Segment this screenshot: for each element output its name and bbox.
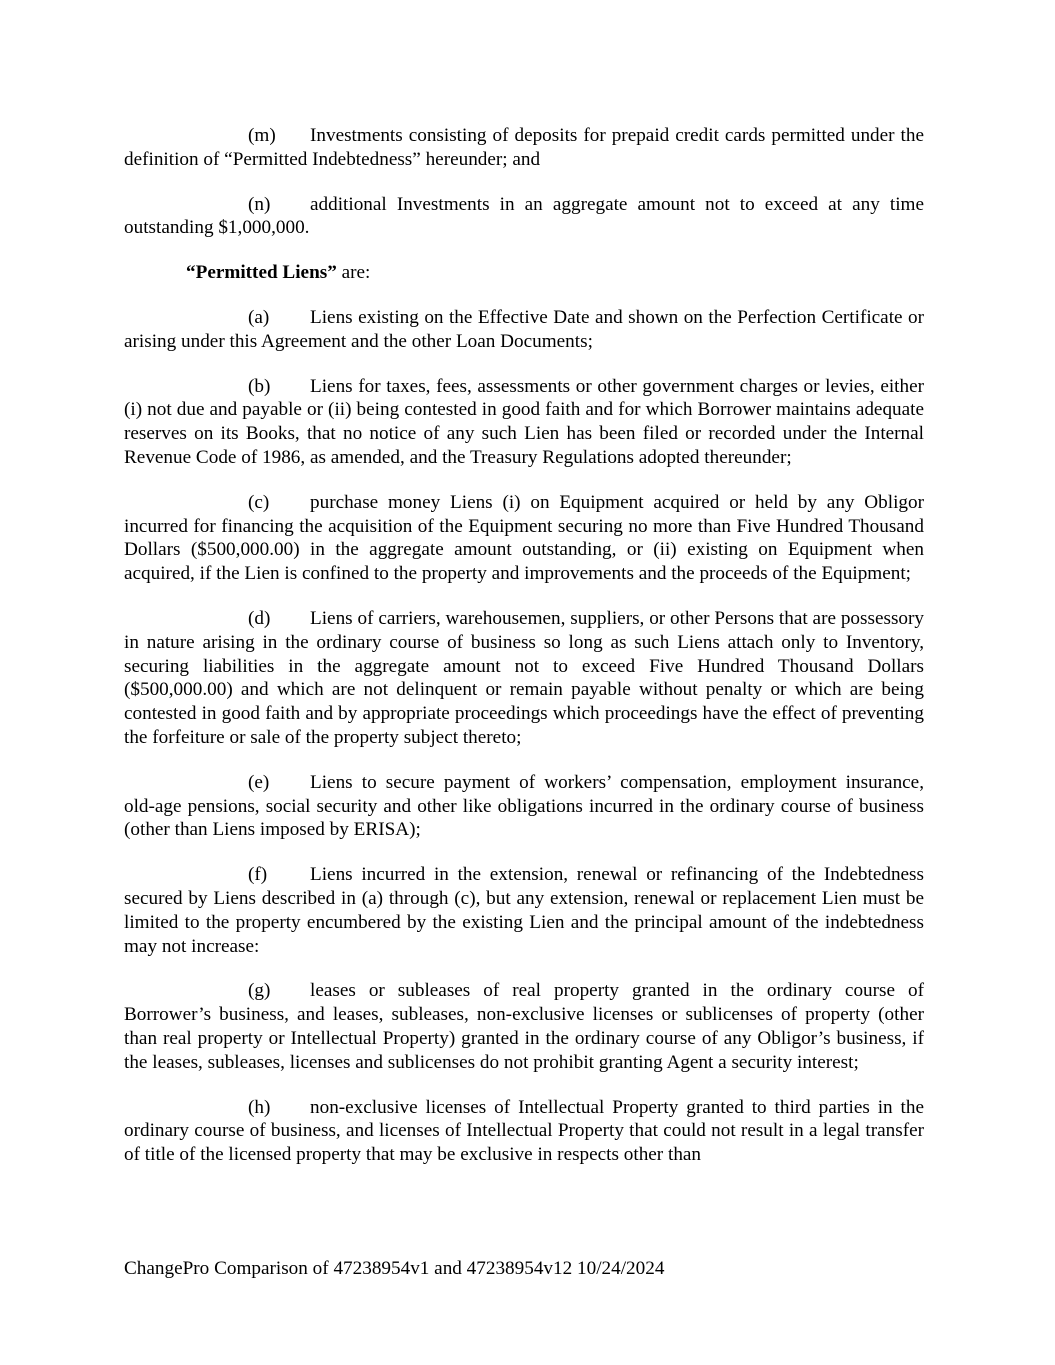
clause-text: purchase money Liens (i) on Equipment acquired or held by any Obligor incurred for financing the acquisition of the Equipment securing no more than Five Hundred Thousand Dollars ($500,000.00) in the aggregate amount outstanding, or (ii) existing on Equipment when acquired, if the Lien is confined to the property and improvements and the proceeds of the Equipment;	[124, 491, 924, 585]
clause-label: (c)	[248, 491, 270, 513]
clause-text: Liens existing on the Effective Date and shown on the Perfection Certificate or arising under this Agreement and the other Loan Documents;	[124, 306, 924, 352]
paragraph-g	[124, 979, 924, 1074]
clause-label: (a)	[248, 306, 270, 328]
paragraph-e	[124, 771, 924, 842]
clause-label: (m)	[248, 125, 276, 146]
clause-text: Liens for taxes, fees, assessments or other government charges or levies, either (i) not due and payable or (ii) being contested in good faith and for which Borrower maintains adequate reserves on its Books, that no notice of any such Lien has been filed or recorded under the Internal Revenue Code of 1986, as amended, and the Treasury Regulations adopted thereunder;	[124, 375, 924, 468]
paragraph-h	[124, 1096, 924, 1167]
paragraph-f	[124, 863, 924, 958]
defined-term: “Permitted Liens”	[186, 262, 337, 284]
paragraph-a	[124, 306, 924, 354]
clause-text: Investments consisting of deposits for prepaid credit cards permitted under the definition of “Permitted Indebtedness” hereunder; and	[124, 125, 924, 170]
clause-label: (n)	[248, 193, 271, 215]
clause-label: (g)	[248, 980, 271, 1002]
paragraph-m	[124, 124, 924, 172]
clause-label: (f)	[248, 864, 268, 886]
permitted-liens-heading	[124, 261, 924, 285]
paragraph-d	[124, 607, 924, 750]
paragraph-c	[124, 491, 924, 586]
clause-text: non-exclusive licenses of Intellectual Property granted to third parties in the ordinary course of business, and licenses of Intellectual Property that could not result in a legal transfer of title of the licensed property that may be exclusive in respects other than	[124, 1096, 924, 1166]
clause-label: (d)	[248, 607, 271, 629]
paragraph-n	[124, 193, 924, 241]
clause-text: additional Investments in an aggregate amount not to exceed at any time outstanding $1,000,000.	[124, 193, 924, 239]
clause-text: Liens of carriers, warehousemen, suppliers, or other Persons that are possessory in nature arising in the ordinary course of business so long as such Liens attach only to Inventory, securing liabilities in the aggregate amount not to exceed Five Hundred Thousand Dollars ($500,000.00) and which are not delinquent or remain payable without penalty or which are being contested in good faith and by appropriate proceedings which proceedings have the effect of preventing the forfeiture or sale of the property subject thereto;	[124, 607, 924, 748]
clause-label: (h)	[248, 1096, 271, 1118]
paragraph-b	[124, 375, 924, 470]
clause-text: Liens incurred in the extension, renewal or refinancing of the Indebtedness secured by Liens described in (a) through (c), but any extension, renewal or replacement Lien must be limited to the property encumbered by the existing Lien and the principal amount of the indebtedness may not increase:	[124, 864, 924, 957]
page-footer: ChangePro Comparison of 47238954v1 and 47238954v12 10/24/2024	[124, 1258, 665, 1279]
heading-text: are:	[336, 262, 371, 284]
clause-text: Liens to secure payment of workers’ compensation, employment insurance, old-age pensions, social security and other like obligations incurred in the ordinary course of business (other than Liens imposed by ERISA);	[124, 771, 924, 841]
clause-label: (e)	[248, 771, 270, 793]
document-page	[124, 124, 924, 1167]
clause-label: (b)	[248, 375, 271, 397]
clause-text: leases or subleases of real property granted in the ordinary course of Borrower’s business, and leases, subleases, non-exclusive licenses or sublicenses of property (other than real property or Intellectual Property) granted in the ordinary course of any Obligor’s business, if the leases, subleases, licenses and sublicenses do not prohibit granting Agent a security interest;	[124, 980, 924, 1073]
